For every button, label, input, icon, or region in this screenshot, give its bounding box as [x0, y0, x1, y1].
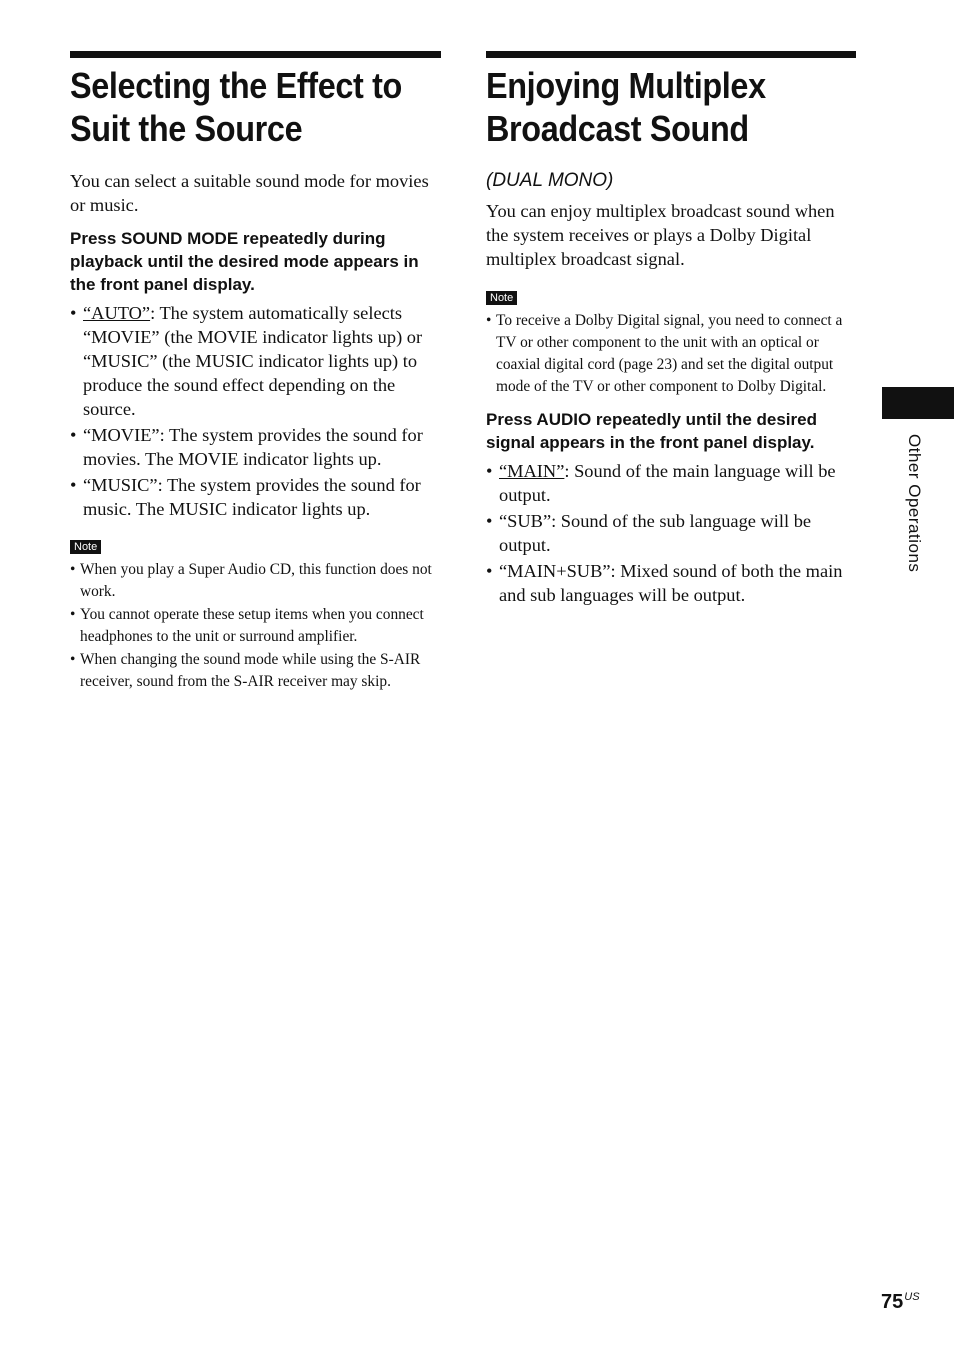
heading-rule: [70, 51, 441, 58]
subheading: (DUAL MONO): [486, 170, 614, 191]
list-item: • “SUB”: Sound of the sub language will be output.: [486, 509, 856, 557]
list-item: • “MAIN”: Sound of the main language will be output.: [486, 459, 856, 507]
section-tab-marker: [882, 387, 954, 419]
list-item: • “AUTO”: The system automatically selects “MOVIE” (the MOVIE indicator lights up) or “MUSIC” (the MUSIC indicator lights up) to produce the sound effect depending on the source.: [70, 301, 441, 421]
note-list: [486, 310, 856, 398]
left-column: [70, 51, 441, 694]
link-term[interactable]: “AUTO”: [83, 303, 151, 323]
audio-list: [486, 459, 856, 607]
note-list: [70, 559, 441, 693]
page-region-suffix: US: [904, 1291, 920, 1303]
list-item: • “MUSIC”: The system provides the sound for music. The MUSIC indicator lights up.: [70, 473, 441, 521]
section-tab-label: Other Operations: [905, 434, 924, 573]
note-badge: Note: [70, 540, 101, 554]
instruction-text: Press AUDIO repeatedly until the desired signal appears in the front panel display.: [486, 410, 817, 452]
heading-rule: [486, 51, 856, 58]
list-item: • When you play a Super Audio CD, this function does not work.: [70, 559, 441, 603]
list-item: • When changing the sound mode while using the S-AIR receiver, sound from the S-AIR receiver may skip.: [70, 649, 441, 693]
list-item: • “MOVIE”: The system provides the sound for movies. The MOVIE indicator lights up.: [70, 423, 441, 471]
page-number: $75^{US}$: [881, 1291, 920, 1313]
section-heading-effect: Selecting the Effect to Suit the Source: [70, 65, 402, 149]
list-item: • “MAIN+SUB”: Mixed sound of both the main and sub languages will be output.: [486, 559, 856, 607]
intro-text: You can select a suitable sound mode for movies or music.: [70, 171, 429, 215]
list-item: • To receive a Dolby Digital signal, you need to connect a TV or other component to the unit with an optical or coaxial digital cord (page 23) and set the digital output mode of the TV or other component to Dolby Digital.: [486, 310, 856, 398]
note-badge: Note: [486, 291, 517, 305]
section-heading-multiplex: Enjoying Multiplex Broadcast Sound: [486, 65, 766, 149]
intro-text: You can enjoy multiplex broadcast sound when the system receives or plays a Dolby Digital multiplex broadcast signal.: [486, 201, 835, 269]
right-column: [486, 51, 856, 609]
list-item: • You cannot operate these setup items when you connect headphones to the unit or surround amplifier.: [70, 604, 441, 648]
instruction-text: Press SOUND MODE repeatedly during playback until the desired mode appears in the front panel display.: [70, 229, 419, 294]
link-term[interactable]: “MAIN”: [499, 461, 565, 481]
mode-list: [70, 301, 441, 521]
